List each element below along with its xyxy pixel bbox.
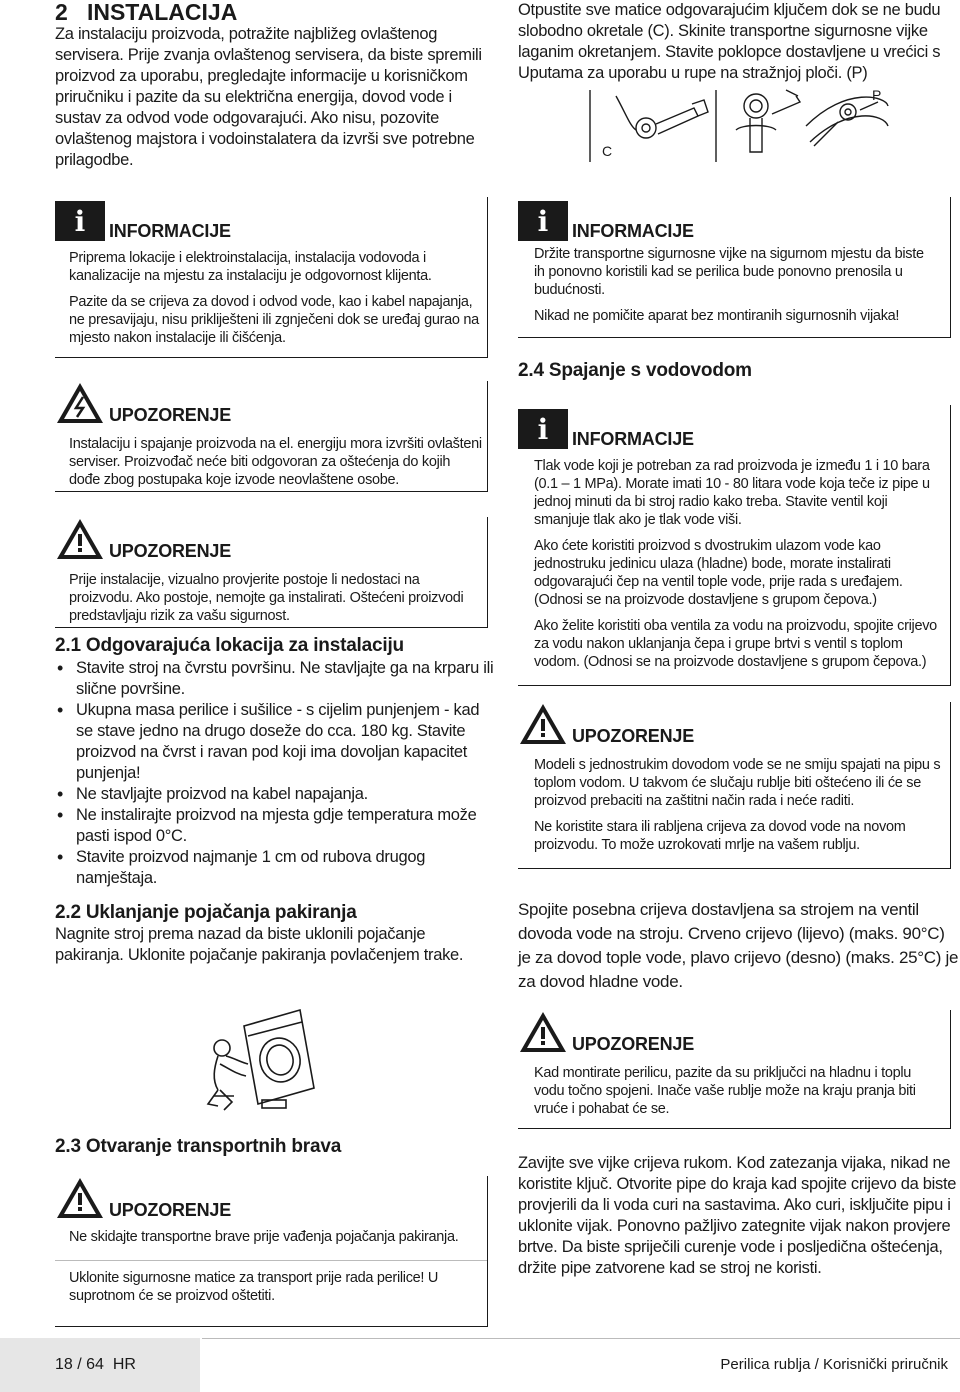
info-box-header <box>518 197 950 241</box>
tighten-screws-text: Zavijte sve vijke crijeva rukom. Kod zatezanja vijaka, nikad ne koristite ključ. Otvorite pipe do kraja kad spojite crijevo da biste provjerili da li voda curi na sastavima. Ako curi, isključite pipu i uklonite vijak. Ponovno pažljivo zategnite vijak nakon provjere brtve. Da biste spriječili curenje vode i posljedična oštećenja, držite pipe zatvorene kad se stroj ne koristi. <box>518 1154 957 1277</box>
transport-bolt-figure <box>586 86 890 166</box>
info-box <box>518 405 951 686</box>
intro-paragraph: Za instalaciju proizvoda, potražite najbližeg ovlaštenog servisera. Prije zvanja ovlaštenog servisera, da biste spremili proizvod za uporabu, pregledajte informacije u korisničkom priručniku i pazite da su električna energija, dovod vode i sustav za odvod vode odgovarajući. Ako nisu, pozovite ovlaštenog majstora i vodoinstalatera da izvrši sve potrebne prilagodbe. <box>55 25 482 169</box>
warning-box-title: UPOZORENJE <box>572 1034 695 1054</box>
warning-box-body <box>69 1228 479 1305</box>
info-paragraph: Držite transportne sigurnosne vijke na sigurnom mjestu da biste ih ponovno koristili kad se perilica bude ponovno prenosila u budućnosti. <box>534 246 924 298</box>
warning-text: Prije instalacije, vizualno provjerite postoje li nedostaci na proizvodu. Ako postoje, nemojte ga instalirati. Oštećeni proizvodi predstavljaju rizik za vašu sigurnost. <box>69 572 464 624</box>
footer-divider <box>202 1338 960 1339</box>
document-title: Perilica rublja / Korisnički priručnik <box>720 1356 948 1373</box>
warning-text: Uklonite sigurnosne matice za transport prije rada perilice! U suprotnom će se proizvod oštetiti. <box>69 1270 439 1304</box>
figure-label-c: C <box>602 143 613 159</box>
warning-box-header <box>55 517 487 561</box>
warning-box-title: UPOZORENJE <box>109 405 232 425</box>
warning-text: Ne skidajte transportne brave prije vađenja pojačanja pakiranja. <box>69 1229 459 1245</box>
info-box-title: INFORMACIJE <box>572 429 694 449</box>
subsection-text: Nagnite stroj prema nazad da biste uklonili pojačanje pakiranja. Uklonite pojačanje pakiranja povlačenjem trake. <box>55 925 464 964</box>
info-paragraph: Priprema lokacije i elektroinstalacija, instalacija vodovoda i kanalizacije na mjestu za instalaciju je odgovornost klijenta. <box>69 250 432 284</box>
info-box-header <box>55 197 487 241</box>
warning-box <box>518 1010 951 1129</box>
warning-box <box>55 1176 488 1327</box>
warning-box-body <box>69 571 483 625</box>
warning-box-header <box>518 1010 950 1054</box>
warning-box <box>55 517 488 628</box>
section-2-1 <box>55 635 495 889</box>
section-title: INSTALACIJA <box>86 0 238 25</box>
info-box <box>518 197 951 338</box>
list-item: • Ne instalirajte proizvod na mjesta gdje temperatura može pasti ispod 0°C. <box>55 805 495 847</box>
warning-box-body <box>534 1064 934 1118</box>
warning-triangle-icon <box>518 702 568 746</box>
warning-triangle-icon <box>55 1176 105 1220</box>
list-item: • Ukupna masa perilice i sušilice - s cijelim punjenjem - kad se stave jedno na drugo doseže do cca. 180 kg. Stavite proizvod na čvrst i ravan pod koji ima dovoljan kapacitet punjenja! <box>55 700 495 784</box>
warning-box-header <box>55 1176 487 1220</box>
info-box-header <box>518 405 950 449</box>
warning-box-header <box>518 702 950 746</box>
info-paragraph: Tlak vode koji je potreban za rad proizvoda je između 1 i 10 bara (0.1 – 1 MPa). Morate imati 10 - 80 litara vode koja teče iz pipe u jednoj minuti da bi stroj radio kako treba. Stavite ventil koji smanjuje tlak ako je tlak vode viši. <box>534 458 930 528</box>
divider <box>55 1260 487 1261</box>
warning-box-header <box>55 381 487 425</box>
section-2-2 <box>55 902 495 966</box>
warning-box-body <box>534 756 944 854</box>
warning-text: Modeli s jednostrukim dovodom vode se ne smiju spajati na pipu s toplom vodom. U takvom će slučaju rublje biti oštećeno ili će se proizvod prebaciti na zaštitni način rada i neće raditi. <box>534 757 941 809</box>
electric-hazard-icon <box>55 381 105 425</box>
warning-box-body <box>69 435 483 489</box>
info-icon: i <box>518 201 568 241</box>
info-paragraph: Ako želite koristiti oba ventila za vodu na proizvodu, spojite crijevo za vodu nakon uklanjanja čepa i grupe brtvi s ventil s toplom vodom. (Odnosi se na proizvode dostavljene s grupom čepova.) <box>534 618 937 670</box>
subsection-title: 2.2 Uklanjanje pojačanja pakiranja <box>55 902 357 923</box>
info-box-body <box>69 249 479 347</box>
warning-triangle-icon <box>55 517 105 561</box>
info-box-body <box>534 457 944 671</box>
info-box-title: INFORMACIJE <box>109 221 231 241</box>
hose-connection-text: Spojite posebna crijeva dostavljena sa strojem na ventil dovoda vode na stroju. Crveno crijevo (lijevo) (maks. 90°C) je za dovod tople vode, plavo crijevo (desno) (maks. 25°C) je za dovod hladne vode. <box>518 900 959 991</box>
info-paragraph: Ako ćete koristiti proizvod s dvostrukim ulazom vode kao jednostruku jedinicu ulaza (hladne) bode, morate instalirati odgovarajući čep na ventil tople vode, prije rada s uređajem. (Odnosi se na proizvode dostavljene s grupom čepova.) <box>534 538 903 608</box>
tilting-machine-illustration <box>204 992 328 1118</box>
info-paragraph: Pazite da se crijeva za dovod i odvod vode, kao i kabel napajanja, ne presavijaju, nisu prikliješteni ili zgnječeni dok se uređaj gurao na mjesto nakon instalacije ili čišćenja. <box>69 294 479 346</box>
section-heading <box>55 0 237 24</box>
subsection-title: 2.4 Spajanje s vodovodom <box>518 360 752 381</box>
warning-box <box>55 381 488 492</box>
info-box-body <box>534 245 934 325</box>
info-icon: i <box>55 201 105 241</box>
figure-label-p: P <box>872 87 882 103</box>
subsection-title: 2.3 Otvaranje transportnih brava <box>55 1136 342 1157</box>
list-item: • Ne stavljajte proizvod na kabel napajanja. <box>55 784 495 805</box>
warning-text: Instalaciju i spajanje proizvoda na el. energiju mora izvršiti ovlašteni serviser. Proizvođač neće biti odgovoran za oštećenja do kojih dođe zbog postupaka koje izvode neovlaštene osobe. <box>69 436 482 488</box>
warning-triangle-icon <box>518 1010 568 1054</box>
section-number: 2 <box>55 0 68 25</box>
transport-bolts-text: Otpustite sve matice odgovarajućim ključem dok se ne budu slobodno okretale (C). Skinite transportne sigurnosne vijke laganim okretanjem. Stavite poklopce dostavljene u vrećici s Uputama za uporabu u rupe na stražnjoj ploči. (P) <box>518 1 941 82</box>
warning-box-title: UPOZORENJE <box>109 1200 232 1220</box>
warning-box-title: UPOZORENJE <box>109 541 232 561</box>
info-box-title: INFORMACIJE <box>572 221 694 241</box>
info-icon: i <box>518 409 568 449</box>
info-box <box>55 197 488 358</box>
location-list <box>55 658 495 889</box>
page-number: 18 / 64 HR <box>55 1356 136 1373</box>
warning-text: Kad montirate perilicu, pazite da su priključci na hladnu i toplu vodu točno spojeni. Inače vaše rublje može na kraju pranja biti vruće i pohabat će se. <box>534 1065 916 1117</box>
subsection-title: 2.1 Odgovarajuća lokacija za instalaciju <box>55 635 404 656</box>
info-paragraph: Nikad ne pomičite aparat bez montiranih sigurnosnih vijaka! <box>534 308 900 324</box>
warning-box <box>518 702 951 869</box>
list-item: • Stavite stroj na čvrstu površinu. Ne stavljajte ga na krparu ili slične površine. <box>55 658 495 700</box>
warning-box-title: UPOZORENJE <box>572 726 695 746</box>
list-item: • Stavite proizvod najmanje 1 cm od rubova drugog namještaja. <box>55 847 495 889</box>
warning-text: Ne koristite stara ili rabljena crijeva za dovod vode na novom proizvodu. To može uzrokovati mrlje na vašem rublju. <box>534 819 906 853</box>
